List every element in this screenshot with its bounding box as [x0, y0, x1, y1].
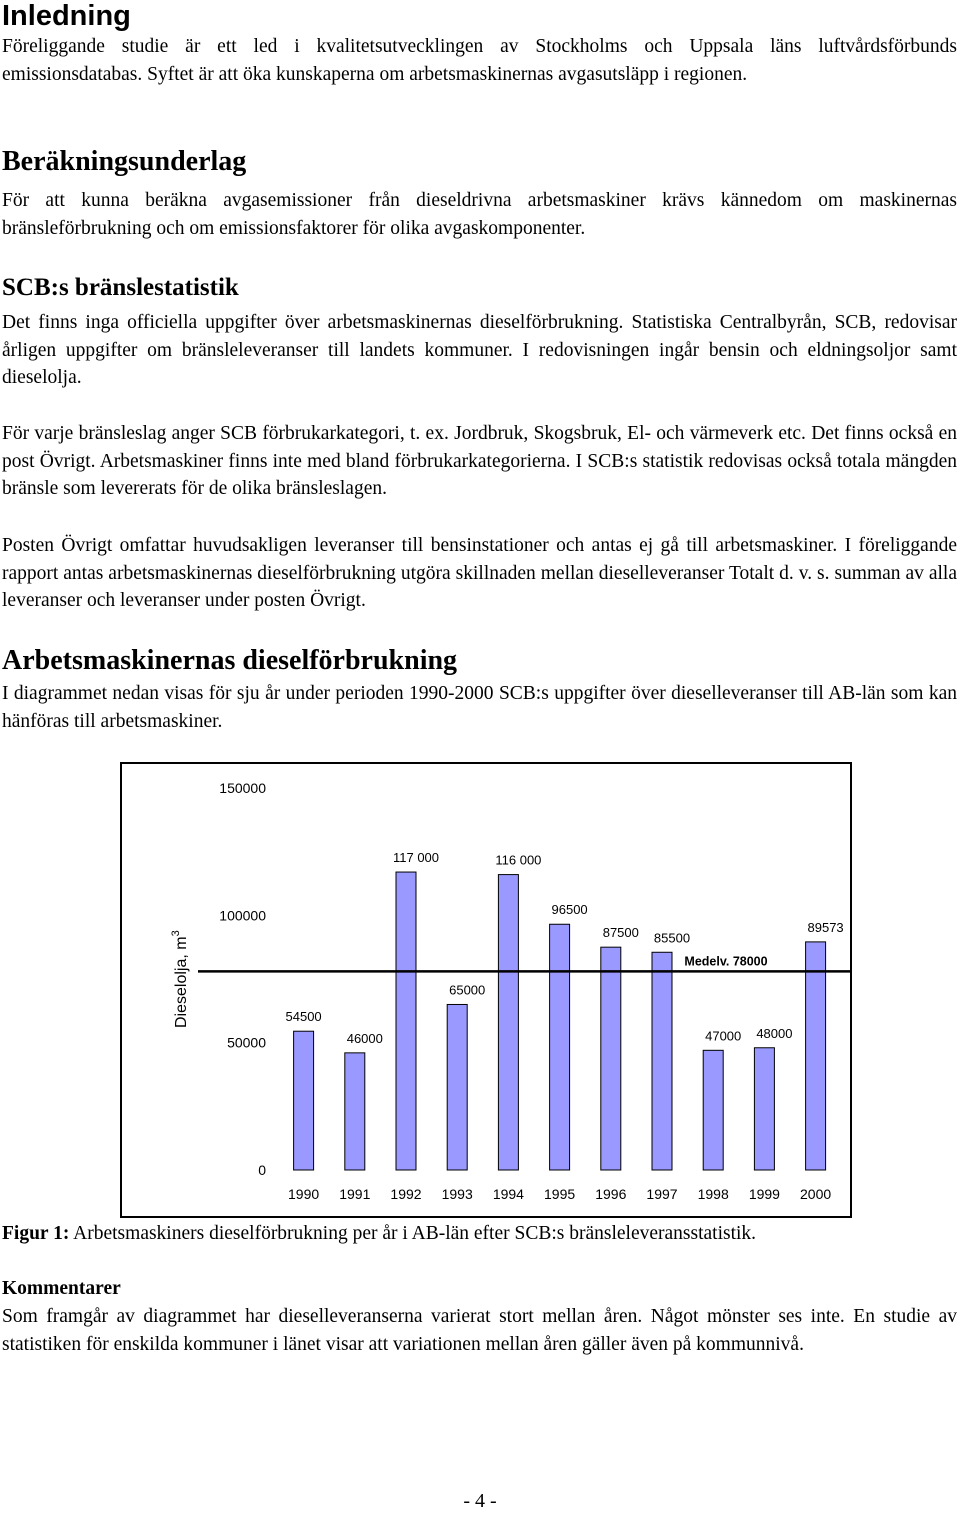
y-tick-label: 50000 [227, 1034, 266, 1051]
y-axis-label [170, 930, 190, 1028]
heading-inledning: Inledning [2, 0, 131, 32]
y-tick-label: 150000 [219, 780, 266, 796]
figure-caption-text: Arbetsmaskiners dieselförbrukning per år i AB-län efter SCB:s bränsleleveransstatistik. [69, 1223, 757, 1244]
bar-value-label: 65000 [449, 982, 486, 998]
x-tick-label: 1993 [441, 1186, 473, 1202]
y-tick-label: 100000 [219, 907, 266, 924]
x-tick-label: 1995 [544, 1186, 576, 1202]
bar [294, 1031, 314, 1170]
heading-kommentarer: Kommentarer [2, 1278, 121, 1299]
heading-berakningsunderlag: Beräkningsunderlag [2, 146, 247, 177]
paragraph-arbetsmaskiner: I diagrammet nedan visas för sju år under perioden 1990-2000 SCB:s uppgifter över dieselleveranser till AB-län som kan hänföras till arbetsmaskiner. [2, 683, 957, 732]
x-tick-label: 1992 [390, 1186, 422, 1202]
heading-arbetsmaskiner: Arbetsmaskinernas dieselförbrukning [2, 645, 458, 676]
paragraph-scb-1: Det finns inga officiella uppgifter över arbetsmaskinernas dieselförbrukning. Statistiska Centralbyrån, SCB, redovisar årligen uppgifter om bränsleleveranser till landets kommuner. I redovisningen ingår bensin och eldningsoljor samt dieselolja. [2, 312, 957, 388]
bar-value-label: 54500 [285, 1009, 322, 1025]
bar-value-label: 46000 [346, 1030, 383, 1046]
heading-scb: SCB:s bränslestatistik [2, 274, 239, 301]
paragraph-berakningsunderlag: För att kunna beräkna avgasemissioner från dieseldrivna arbetsmaskiner krävs kännedom om maskinernas bränsleförbrukning och om emissionsfaktorer för olika avgaskomponenter. [2, 190, 957, 239]
x-tick-label: 1996 [595, 1186, 627, 1202]
bar-value-label: 96500 [551, 902, 588, 918]
figure-caption-label: Figur 1: [2, 1223, 70, 1244]
x-tick-label: 1991 [339, 1186, 371, 1202]
bar [754, 1048, 774, 1170]
bar [345, 1053, 365, 1170]
bar [550, 924, 570, 1170]
x-tick-label: 2000 [800, 1186, 832, 1202]
page-number: - 4 - [463, 1490, 497, 1512]
x-tick-label: 1994 [492, 1186, 524, 1202]
bar [703, 1050, 723, 1170]
bar [447, 1004, 467, 1170]
bar-value-label: 117 000 [392, 850, 440, 866]
bar-value-label: 116 000 [495, 852, 542, 868]
paragraph-inledning: Föreliggande studie är ett led i kvalitetsutvecklingen av Stockholms och Uppsala läns luftvårdsförbunds emissionsdatabas. Syftet är att öka kunskaperna om arbetsmaskinernas avgasutsläpp i regionen. [2, 36, 957, 85]
paragraph-scb-3: Posten Övrigt omfattar huvudsakligen leveranser till bensinstationer och antas ej gå till arbetsmaskiner. I föreliggande rapport antas arbetsmaskinernas dieselförbrukning utgöra skillnaden mellan dieselleveranser Totalt d. v. s. summan av alla leveranser och leveranser under posten Övrigt. [2, 535, 957, 611]
x-tick-label: 1990 [288, 1186, 320, 1202]
average-label: Medelv. 78000 [684, 954, 768, 969]
paragraph-scb-2: För varje bränsleslag anger SCB förbrukarkategori, t. ex. Jordbruk, Skogsbruk, El- och värmeverk etc. Det finns också en post Övrigt. Arbetsmaskiner finns inte med bland förbrukarkategorierna. I SCB:s statistik redovisas också totala mängden bränsle som levererats för de olika bränsleslagen. [2, 423, 957, 499]
bar-value-label: 89573 [807, 919, 844, 935]
bar-value-label: 85500 [653, 930, 691, 946]
x-tick-label: 1997 [646, 1186, 678, 1202]
bar-value-label: 47000 [705, 1028, 742, 1044]
bar [806, 942, 826, 1170]
y-axis-label-text: Dieselolja, m [173, 936, 190, 1028]
bar [652, 952, 672, 1170]
bar [601, 947, 621, 1170]
x-tick-label: 1998 [697, 1186, 729, 1202]
figure-caption [2, 1220, 756, 1248]
y-axis-label-superscript: 3 [170, 930, 182, 937]
x-tick-label: 1999 [748, 1186, 780, 1202]
bar-value-label: 48000 [756, 1025, 793, 1041]
bar-value-label: 87500 [602, 925, 639, 941]
y-tick-label: 0 [258, 1162, 266, 1178]
paragraph-kommentarer: Som framgår av diagrammet har dieselleveranserna varierat stort mellan åren. Något mönster ses inte. En studie av statistiken för enskilda kommuner i länet visar att variationen mellan åren gäller även på kommunnivå. [2, 1306, 957, 1355]
bar [396, 872, 416, 1170]
bar [498, 875, 518, 1170]
